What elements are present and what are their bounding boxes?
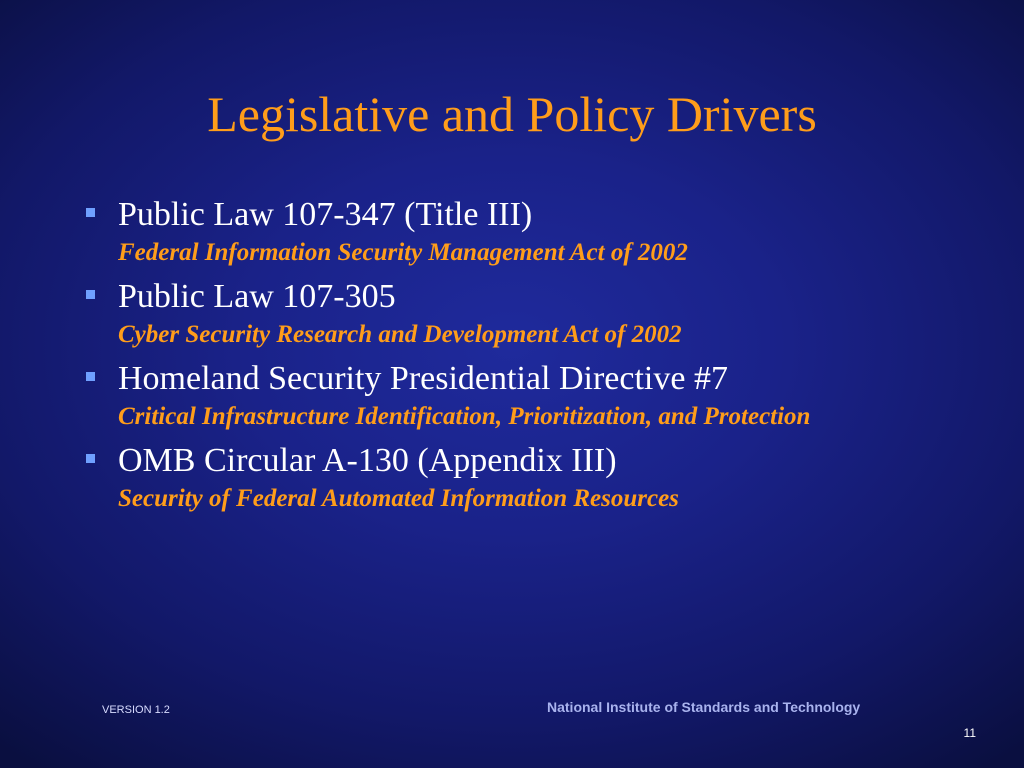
- bullet-main-text: Homeland Security Presidential Directive #7: [118, 360, 728, 397]
- square-bullet-icon: [86, 372, 95, 381]
- bullet-subtitle: Critical Infrastructure Identification, Prioritization, and Protection: [118, 403, 811, 430]
- version-label: VERSION 1.2: [102, 704, 170, 716]
- organization-name: National Institute of Standards and Technology: [547, 699, 861, 715]
- bullet-subtitle: Security of Federal Automated Information Resources: [118, 485, 679, 512]
- bullet-item-4: [84, 441, 964, 517]
- bullet-item-2: [84, 277, 964, 353]
- bullet-item-1: [84, 195, 964, 271]
- page-number: 11: [963, 726, 976, 740]
- square-bullet-icon: [86, 208, 95, 217]
- bullet-subtitle: Cyber Security Research and Development Act of 2002: [118, 321, 682, 348]
- slide-title: Legislative and Policy Drivers: [207, 86, 817, 142]
- bullet-main-text: Public Law 107-305: [118, 278, 396, 315]
- bullet-main-text: Public Law 107-347 (Title III): [118, 196, 533, 233]
- bullet-main-text: OMB Circular A-130 (Appendix III): [118, 442, 617, 479]
- square-bullet-icon: [86, 290, 95, 299]
- bullet-item-3: [84, 359, 964, 435]
- bullet-subtitle: Federal Information Security Management Act of 2002: [118, 239, 688, 266]
- bullet-list: [84, 195, 964, 523]
- square-bullet-icon: [86, 454, 95, 463]
